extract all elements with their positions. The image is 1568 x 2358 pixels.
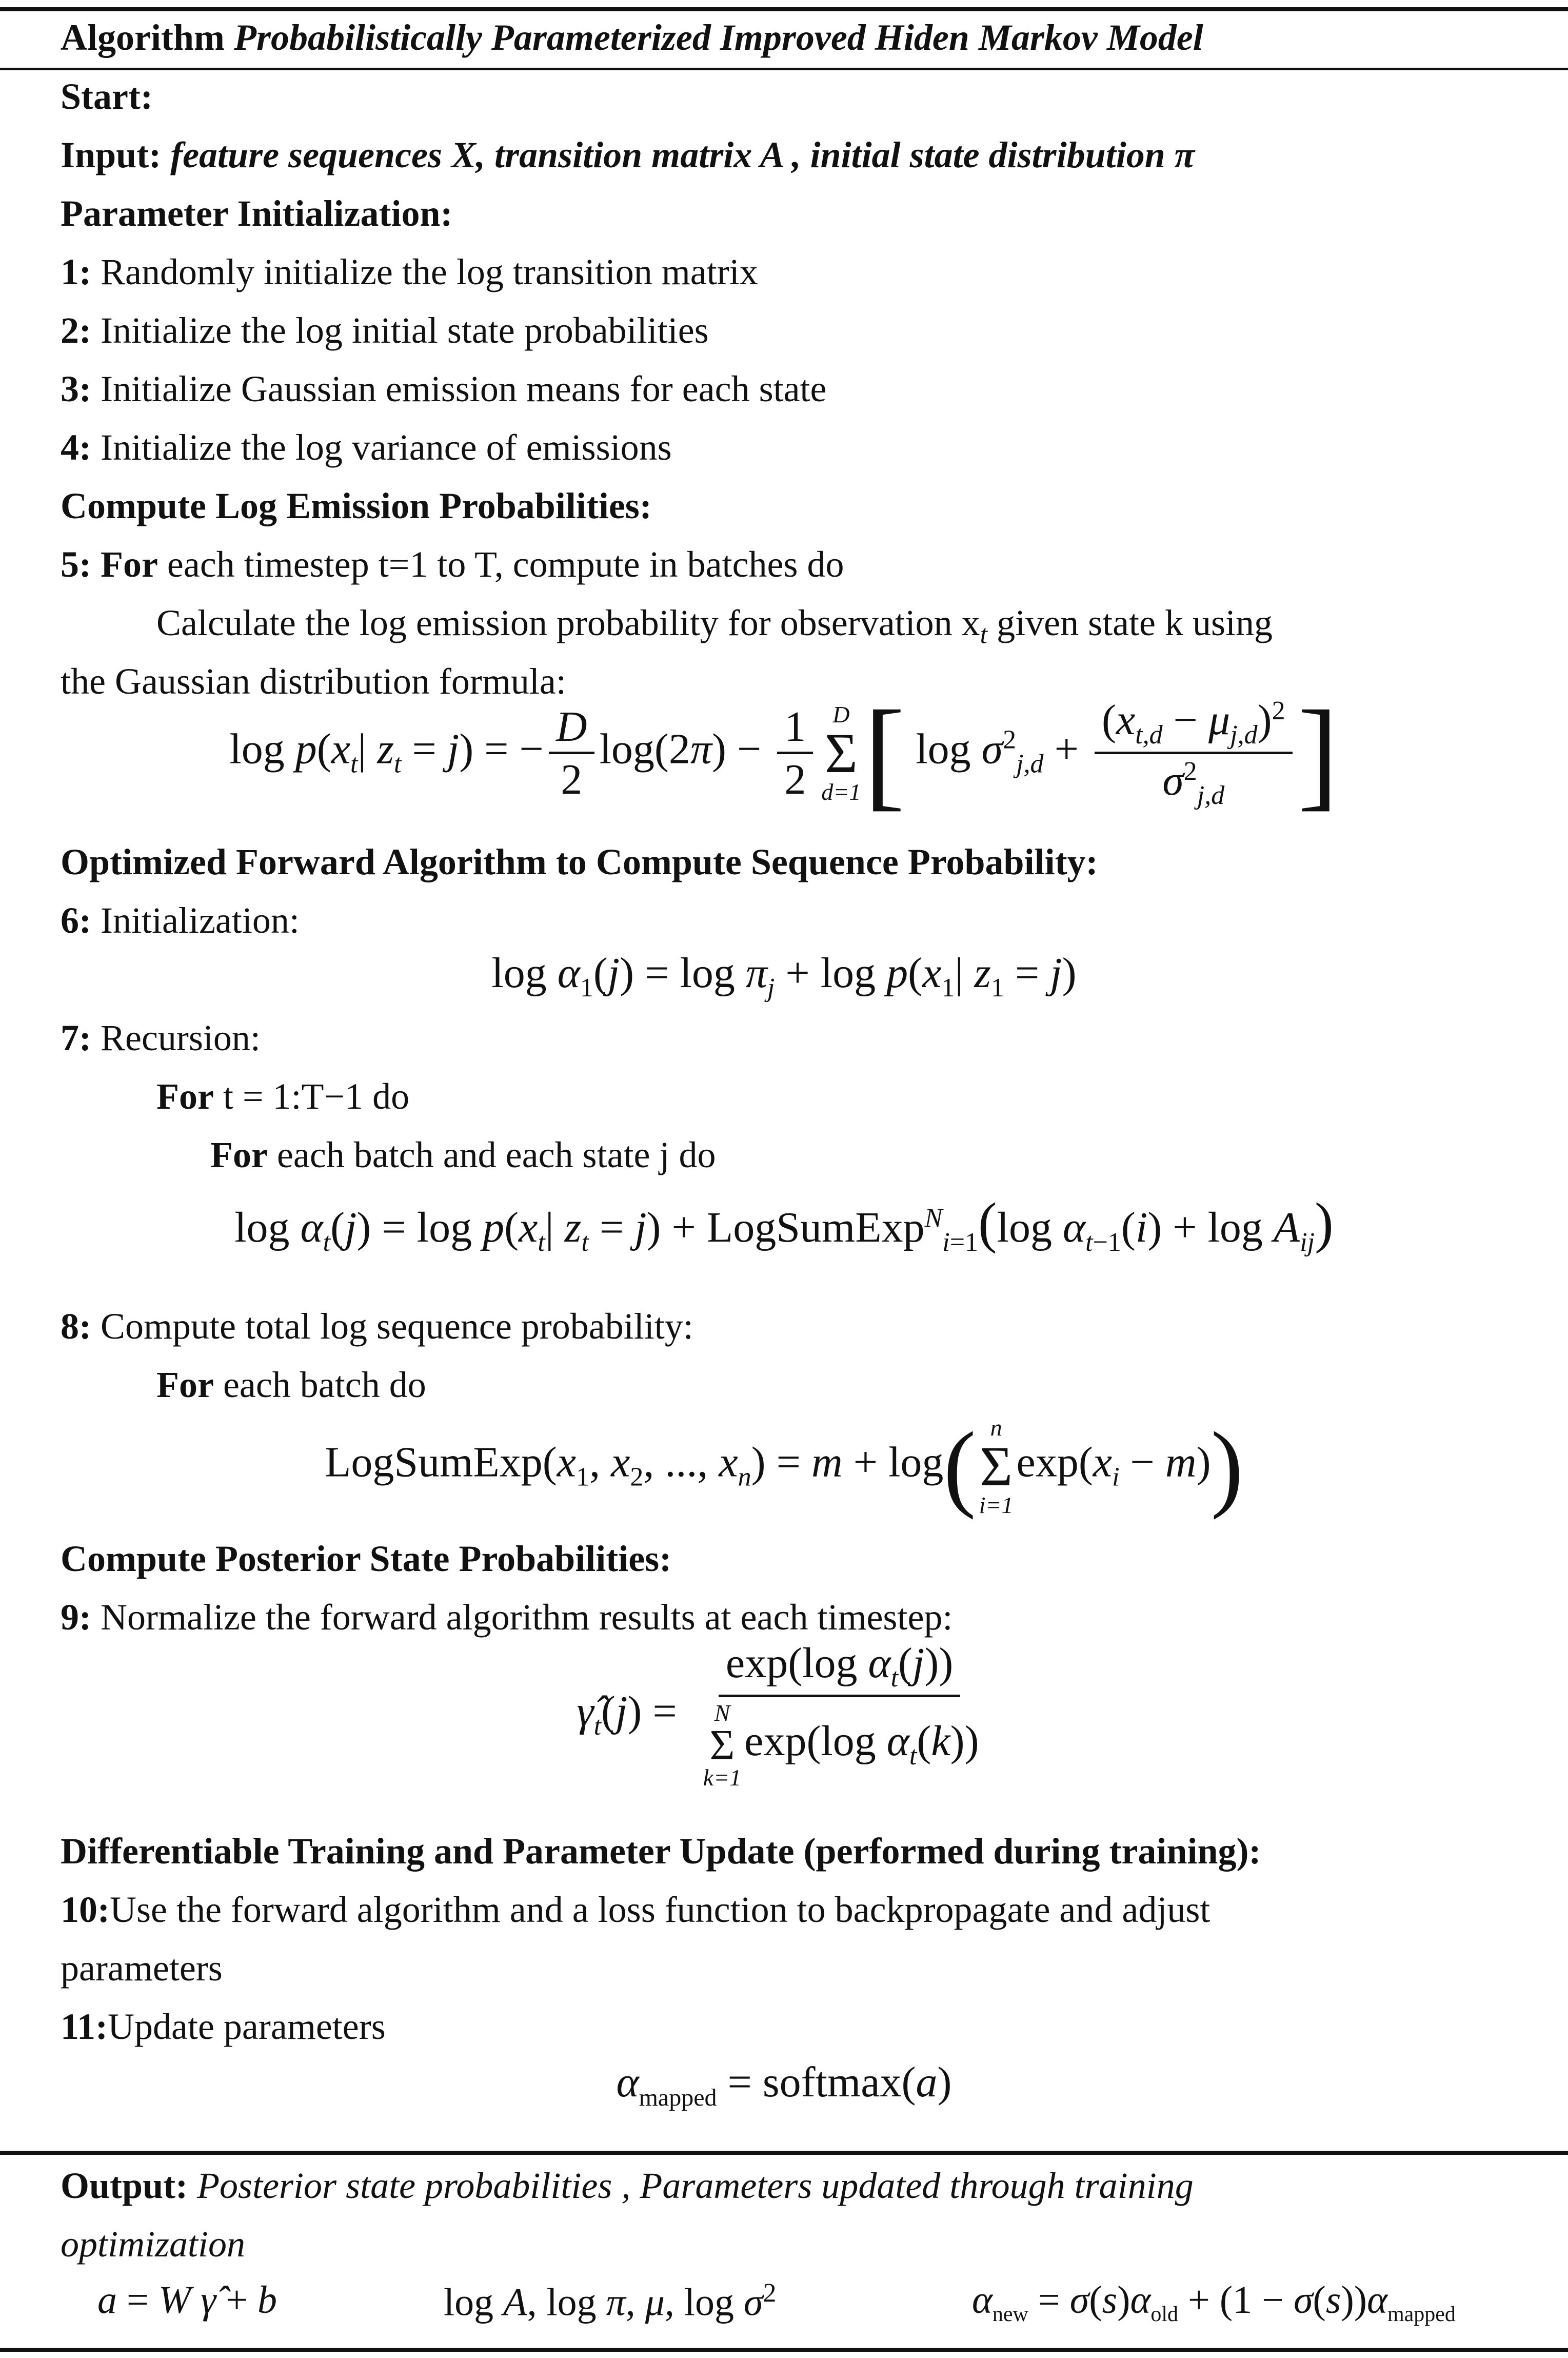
output-line	[61, 2161, 1194, 2210]
softmax-equation: $\alpha_{mapped}$ = softmax(a)	[616, 2058, 952, 2111]
algorithm-title	[61, 13, 1203, 62]
step-8-for-batch: For each batch do	[156, 1364, 426, 1405]
logsumexp-equation: $LogSumExp(x_1$, $x_2$, ..., $x_n) = m + \log$( n Σ i=1 $\exp(x_i - m)$)	[325, 1412, 1243, 1521]
step-7-for-t: For t = 1:T−1 do	[156, 1076, 410, 1117]
init-equation: $\log \alpha_1(j) = \log \pi_j + \log p(x_1|$ $z_1 = j$)	[491, 949, 1077, 1003]
section-forward: Optimized Forward Algorithm to Compute Sequence Probability:	[61, 841, 1098, 882]
step-8: 8: Compute total log sequence probability:	[61, 1306, 693, 1347]
output-line-cont: optimization	[61, 2224, 246, 2265]
input-text: feature sequences X, transition matrix A , initial state distribution π	[170, 134, 1195, 175]
output-rule	[0, 2151, 1568, 2155]
step-7-for-batch: For each batch and each state j do	[210, 1134, 716, 1175]
start-label: Start:	[61, 76, 153, 117]
top-rule	[0, 7, 1568, 11]
step-7: 7: Recursion:	[61, 1017, 261, 1058]
recursion-equation: $\log \alpha_t(j) = \log p(x_t|$ $z_t = j$) + LogSumExp$^N_{i=1}$(log $\alpha_{t-1}(i) + \log A_{ij}$)	[234, 1191, 1334, 1257]
step-10: 10:Use the forward algorithm and a loss function to backpropagate and adjust	[61, 1889, 1210, 1930]
output-text: Posterior state probabilities , Parameters updated through training	[197, 2165, 1194, 2206]
step-5: 5: For each timestep t=1 to T, compute in batches do	[61, 544, 844, 585]
step-6: 6: Initialization:	[61, 900, 300, 941]
input-label: Input:	[61, 134, 162, 175]
step-2: 2: Initialize the log initial state probabilities	[61, 310, 709, 351]
step-11: 11:Update parameters	[61, 2006, 386, 2047]
step-5-desc: Calculate the log emission probability for observation $x_t$ given state k using	[156, 602, 1273, 650]
section-init: Parameter Initialization:	[61, 193, 453, 234]
title-rule	[0, 68, 1568, 70]
step-1: 1: Randomly initialize the log transition matrix	[61, 251, 758, 292]
step-3: 3: Initialize Gaussian emission means for each state	[61, 368, 827, 409]
output-eq-params: log A, log π, μ, $\log \sigma^2$	[444, 2278, 777, 2324]
output-eq-affine: a = W γ̂ + b	[97, 2278, 277, 2322]
step-10-cont: parameters	[61, 1948, 223, 1989]
step-5-desc-cont: the Gaussian distribution formula:	[61, 661, 566, 702]
section-posterior: Compute Posterior State Probabilities:	[61, 1538, 672, 1579]
algorithm-label: Algorithm	[61, 17, 225, 58]
emission-equation: $\log p(x_t|$ $z_t = j$) = − $\frac{D}{2}$ log(2π) − $\frac{1}{2}$ D Σ d=1 [ $\log \sigma^2_{j,d}$ + $\frac{(x_{t,d} - \mu_{j,d})^2}{\sigma^2_{j,d}}$ ]	[229, 685, 1339, 822]
input-line	[61, 130, 1195, 180]
step-4: 4: Initialize the log variance of emissions	[61, 427, 672, 468]
section-training: Differentiable Training and Parameter Update (performed during training):	[61, 1831, 1261, 1872]
output-eq-update: $\alpha_{new} = \sigma(s)\alpha_{old} + (1 - \sigma(s))\alpha_{mapped}$	[972, 2278, 1456, 2327]
section-emission: Compute Log Emission Probabilities:	[61, 485, 652, 526]
bottom-rule	[0, 2348, 1568, 2352]
algorithm-name: Probabilistically Parameterized Improved Hiden Markov Model	[233, 17, 1203, 58]
step-9: 9: Normalize the forward algorithm results at each timestep:	[61, 1597, 953, 1638]
posterior-equation: $\gammâ_t(j)$ = exp(log $\alpha_t(j)$) N Σ k=1 exp(log $\alpha_t(k)$)	[577, 1639, 979, 1791]
output-label: Output:	[61, 2165, 188, 2206]
